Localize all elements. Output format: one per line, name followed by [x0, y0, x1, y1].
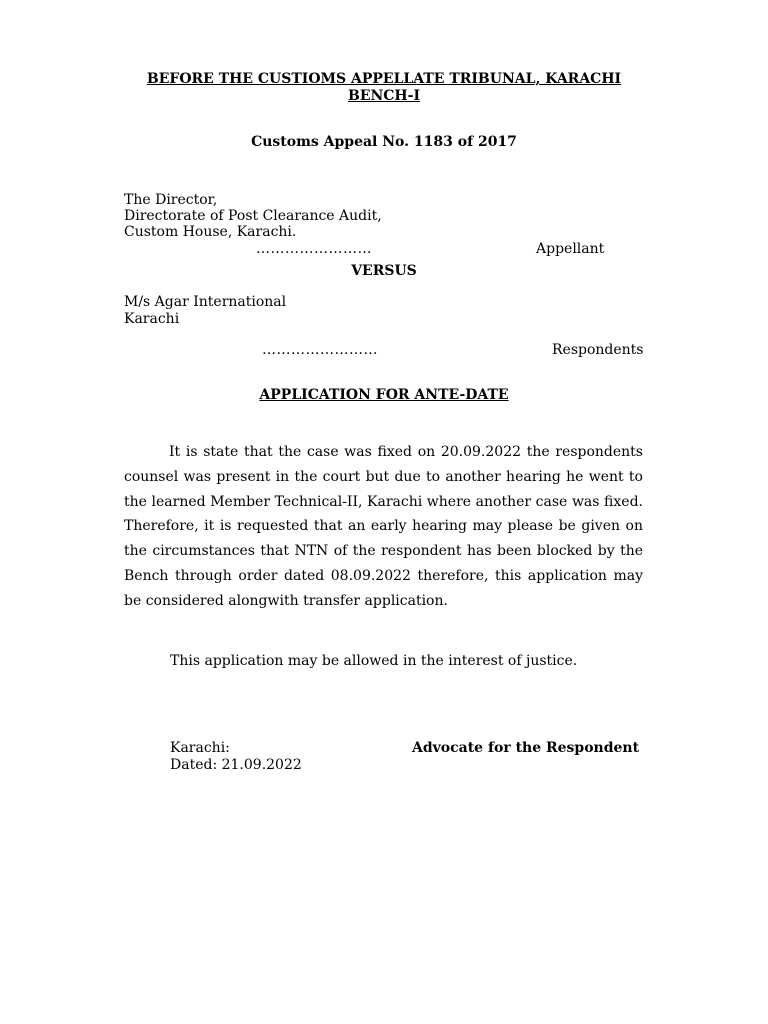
respondent-dots: …………………… [262, 342, 378, 358]
respondent-line-1: M/s Agar International [124, 294, 287, 310]
place-label: Karachi: [170, 740, 230, 756]
appellant-dots: …………………… [256, 241, 372, 257]
signature-label: Advocate for the Respondent [412, 740, 640, 756]
respondent-role: Respondents [552, 342, 644, 358]
body-paragraph-1: It is state that the case was fixed on 20.09.2022 the respondents counsel was present in the court but due to another hearing he went to the learned Member Technical-II, Karachi where another case was fixed. Therefore, it is requested that an early hearing may please be given on the circumstances that NTN of the respondent has been blocked by the Bench through order dated 08.09.2022 therefore, this application may be considered alongwith transfer application. [124, 444, 643, 609]
body-paragraph-2: This application may be allowed in the interest of justice. [170, 653, 578, 669]
application-title: APPLICATION FOR ANTE-DATE [259, 387, 509, 403]
appeal-number: Customs Appeal No. 1183 of 2017 [251, 134, 517, 150]
appellant-line-3: Custom House, Karachi. [124, 224, 297, 240]
versus-label: VERSUS [351, 263, 417, 279]
appellant-line-1: The Director, [124, 192, 218, 208]
heading-line-2: BENCH-I [347, 88, 421, 104]
respondent-line-2: Karachi [124, 311, 180, 327]
appellant-role: Appellant [536, 241, 605, 257]
date-label: Dated: 21.09.2022 [170, 757, 302, 773]
appellant-line-2: Directorate of Post Clearance Audit, [124, 208, 382, 224]
heading-line-1: BEFORE THE CUSTIOMS APPELLATE TRIBUNAL, KARACHI [146, 71, 622, 87]
